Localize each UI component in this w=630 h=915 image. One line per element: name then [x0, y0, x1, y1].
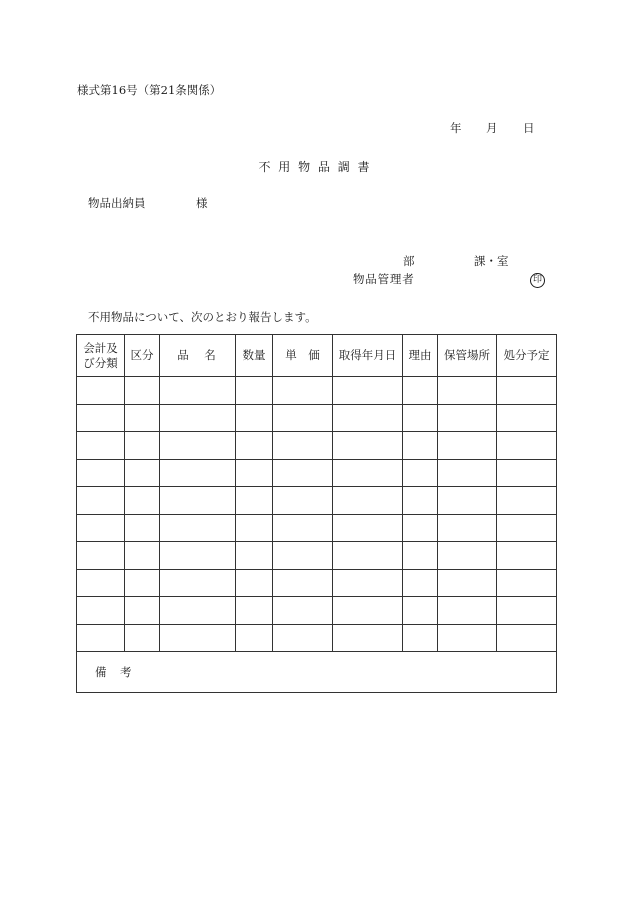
table-cell-category [125, 432, 160, 460]
header-quantity: 数量 [236, 335, 273, 377]
table-cell-category [125, 624, 160, 652]
remarks-label: 備 考 [95, 664, 133, 679]
table-cell-reason [403, 514, 438, 542]
department-label: 部 [403, 254, 415, 268]
header-unit-price: 単 価 [273, 335, 333, 377]
intro-text: 不用物品について、次のとおり報告します。 [88, 310, 317, 324]
table-cell-storage-location [438, 569, 497, 597]
table-cell-classification [77, 487, 125, 515]
table-cell-item-name [160, 487, 236, 515]
table-cell-disposal-plan [497, 487, 557, 515]
table-cell-reason [403, 542, 438, 570]
table-cell-quantity [236, 377, 273, 405]
header-item-name: 品 名 [160, 335, 236, 377]
table-cell-acquisition-date [333, 404, 403, 432]
table-cell-classification [77, 542, 125, 570]
table-cell-category [125, 487, 160, 515]
table-cell-acquisition-date [333, 569, 403, 597]
table-row [77, 377, 557, 405]
table-cell-unit-price [273, 432, 333, 460]
date-year-label: 年 [450, 121, 462, 135]
table-row [77, 624, 557, 652]
table-cell-unit-price [273, 542, 333, 570]
table-cell-storage-location [438, 432, 497, 460]
table-cell-acquisition-date [333, 624, 403, 652]
table-cell-item-name [160, 597, 236, 625]
table-cell-disposal-plan [497, 624, 557, 652]
table-cell-quantity [236, 432, 273, 460]
header-reason: 理由 [403, 335, 438, 377]
table-cell-storage-location [438, 487, 497, 515]
table-cell-storage-location [438, 514, 497, 542]
remarks-row [77, 652, 557, 693]
header-category: 区分 [125, 335, 160, 377]
table-cell-storage-location [438, 597, 497, 625]
table-cell-unit-price [273, 514, 333, 542]
table-cell-quantity [236, 514, 273, 542]
table-cell-classification [77, 459, 125, 487]
table-row [77, 487, 557, 515]
table-cell-category [125, 597, 160, 625]
table-cell-classification [77, 569, 125, 597]
remarks-cell [77, 652, 557, 693]
table-cell-unit-price [273, 569, 333, 597]
table-cell-acquisition-date [333, 459, 403, 487]
table-row [77, 514, 557, 542]
header-storage-location: 保管場所 [438, 335, 497, 377]
table-cell-acquisition-date [333, 487, 403, 515]
table-cell-disposal-plan [497, 459, 557, 487]
form-number: 様式第16号（第21条関係） [77, 83, 222, 97]
table-header-row [77, 335, 557, 377]
recipient-honorific: 様 [196, 196, 208, 210]
table-cell-reason [403, 597, 438, 625]
table-cell-classification [77, 377, 125, 405]
date-month-label: 月 [486, 121, 498, 135]
table-cell-unit-price [273, 377, 333, 405]
table-cell-storage-location [438, 377, 497, 405]
table-cell-reason [403, 569, 438, 597]
table-cell-acquisition-date [333, 514, 403, 542]
table-cell-acquisition-date [333, 432, 403, 460]
table-cell-item-name [160, 514, 236, 542]
table-cell-item-name [160, 459, 236, 487]
table-cell-unit-price [273, 624, 333, 652]
table-cell-classification [77, 404, 125, 432]
table-cell-reason [403, 487, 438, 515]
header-classification [77, 335, 125, 377]
table-cell-disposal-plan [497, 597, 557, 625]
table-cell-item-name [160, 377, 236, 405]
table-cell-reason [403, 377, 438, 405]
table-cell-reason [403, 432, 438, 460]
table-cell-reason [403, 459, 438, 487]
table-cell-classification [77, 624, 125, 652]
table-cell-disposal-plan [497, 569, 557, 597]
table-cell-quantity [236, 459, 273, 487]
table-cell-quantity [236, 569, 273, 597]
table-cell-category [125, 569, 160, 597]
table-cell-disposal-plan [497, 377, 557, 405]
table-row [77, 542, 557, 570]
table-cell-category [125, 377, 160, 405]
table-cell-disposal-plan [497, 432, 557, 460]
table-cell-unit-price [273, 597, 333, 625]
table-cell-classification [77, 432, 125, 460]
table-row [77, 404, 557, 432]
table-cell-acquisition-date [333, 377, 403, 405]
table-cell-storage-location [438, 542, 497, 570]
table-cell-item-name [160, 624, 236, 652]
table-cell-unit-price [273, 404, 333, 432]
table-cell-category [125, 404, 160, 432]
table-cell-classification [77, 597, 125, 625]
table-cell-item-name [160, 569, 236, 597]
header-classification-line1: 会計及 [83, 340, 118, 355]
table-cell-item-name [160, 432, 236, 460]
table-cell-acquisition-date [333, 542, 403, 570]
table-row [77, 569, 557, 597]
table-cell-quantity [236, 624, 273, 652]
disposal-report-table [76, 334, 557, 693]
recipient-title: 物品出納員 [88, 196, 146, 210]
table-cell-reason [403, 624, 438, 652]
table-cell-acquisition-date [333, 597, 403, 625]
table-cell-category [125, 459, 160, 487]
seal-mark: 印 [530, 273, 545, 288]
table-cell-disposal-plan [497, 514, 557, 542]
header-disposal-plan: 処分予定 [497, 335, 557, 377]
manager-title: 物品管理者 [353, 272, 415, 286]
table-cell-quantity [236, 542, 273, 570]
table-row [77, 459, 557, 487]
table-cell-category [125, 514, 160, 542]
table-cell-storage-location [438, 624, 497, 652]
table-cell-item-name [160, 404, 236, 432]
table-cell-classification [77, 514, 125, 542]
document-title: 不 用 物 品 調 書 [258, 160, 372, 174]
table-row [77, 432, 557, 460]
table-cell-category [125, 542, 160, 570]
table-cell-unit-price [273, 459, 333, 487]
table-cell-storage-location [438, 404, 497, 432]
header-acquisition-date: 取得年月日 [333, 335, 403, 377]
table-cell-unit-price [273, 487, 333, 515]
table-cell-item-name [160, 542, 236, 570]
table-cell-disposal-plan [497, 542, 557, 570]
section-label: 課・室 [474, 254, 509, 268]
table-cell-reason [403, 404, 438, 432]
table-cell-quantity [236, 597, 273, 625]
date-day-label: 日 [523, 121, 535, 135]
table-cell-storage-location [438, 459, 497, 487]
header-classification-line2: び分類 [83, 355, 118, 370]
table-cell-quantity [236, 404, 273, 432]
table-cell-disposal-plan [497, 404, 557, 432]
table-cell-quantity [236, 487, 273, 515]
table-row [77, 597, 557, 625]
